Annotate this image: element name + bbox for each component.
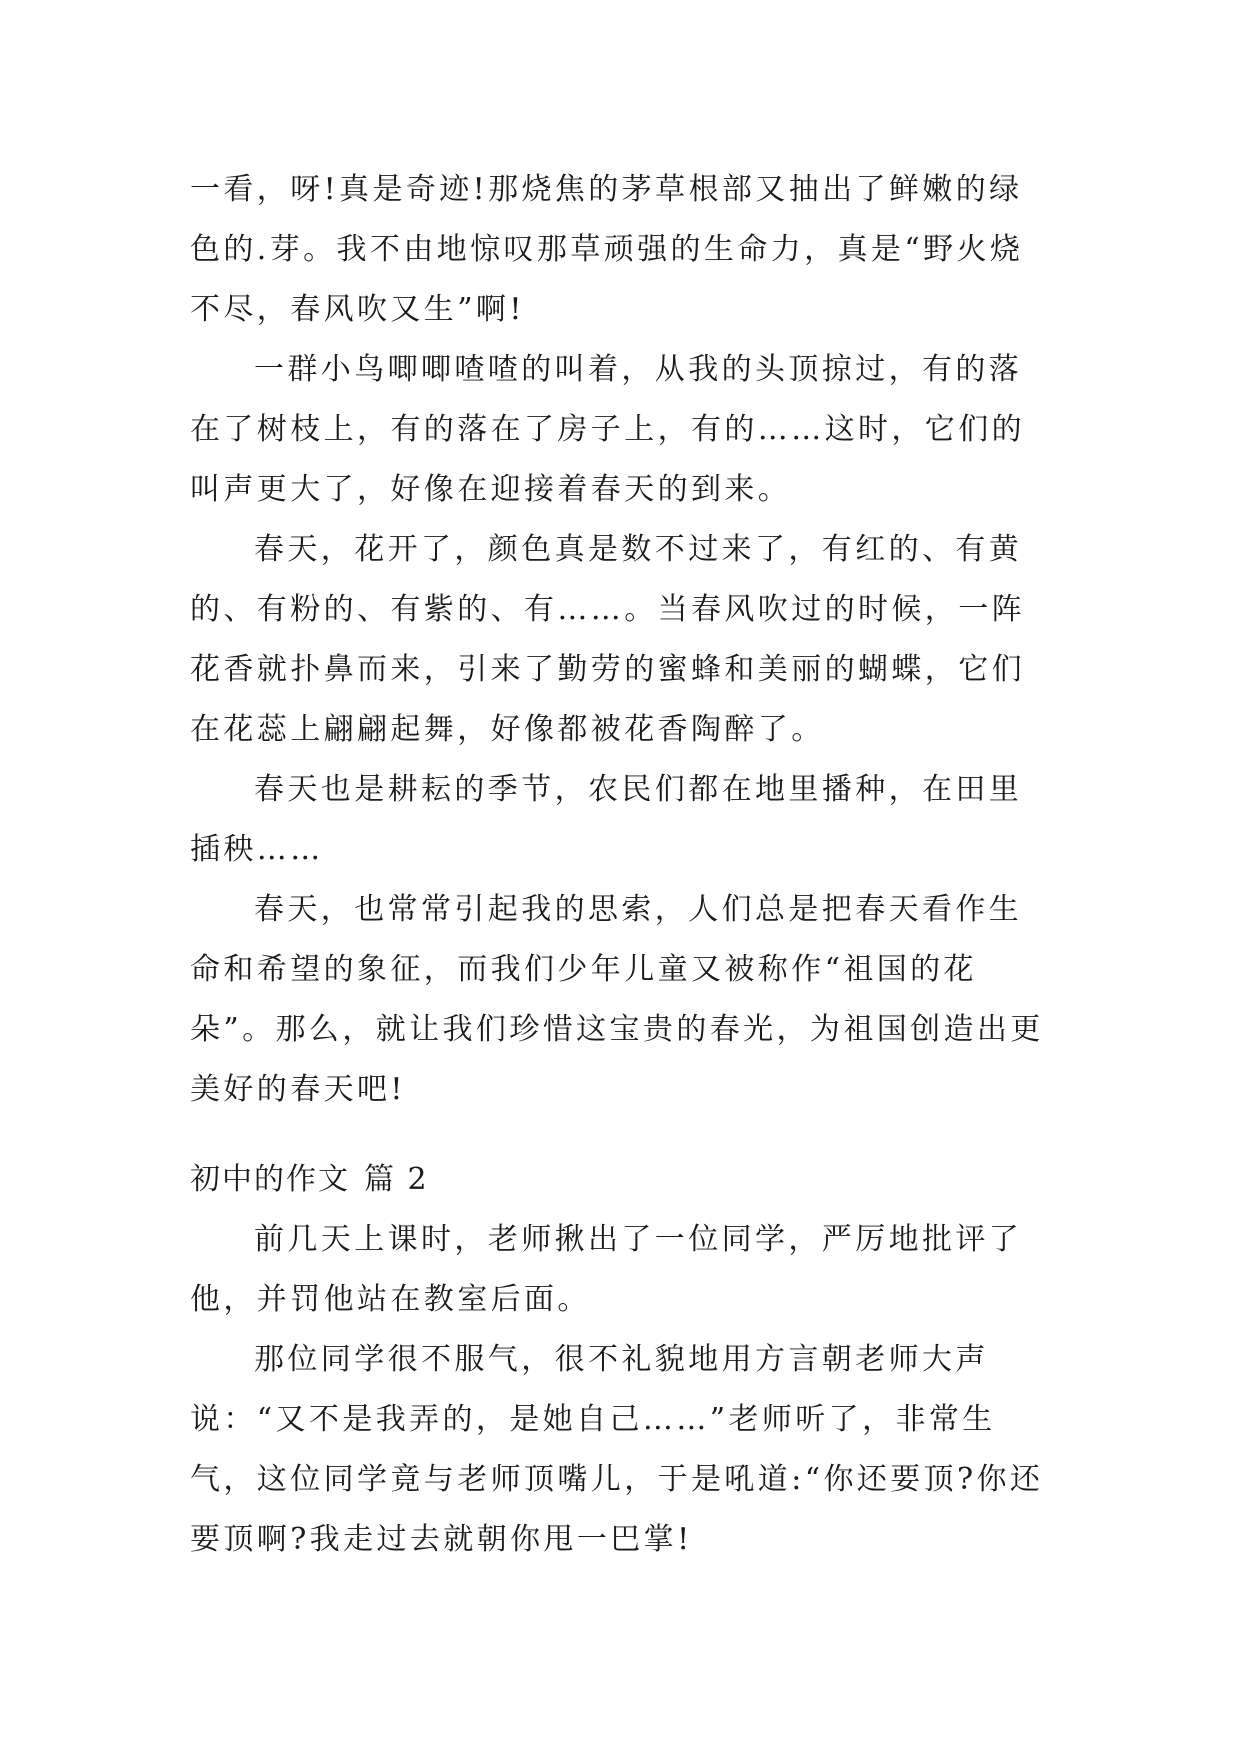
paragraph-flowers: 春天，花开了，颜色真是数不过来了，有红的、有黄的、有粉的、有紫的、有……。当春风吹过的时候，一阵花香就扑鼻而来，引来了勤劳的蜜蜂和美丽的蝴蝶，它们在花蕊上翩翩起舞，好像都被花香陶醉了。 [190, 532, 1025, 747]
section-2-title: 初中的作文 [190, 1162, 350, 1197]
paragraph-classroom: 前几天上课时，老师揪出了一位同学，严厉地批评了他，并罚他站在教室后面。 [190, 1222, 1023, 1317]
paragraph-reflection: 春天，也常常引起我的思索，人们总是把春天看作生命和希望的象征，而我们少年儿童又被称作“祖国的花朵”。那么，就让我们珍惜这宝贵的春光，为祖国创造出更美好的春天吧! [190, 892, 1044, 1107]
paragraph-continuation: 一看，呀!真是奇迹!那烧焦的茅草根部又抽出了鲜嫩的绿色的.芽。我不由地惊叹那草顽强的生命力，真是“野火烧不尽，春风吹又生”啊! [190, 172, 1024, 327]
section-2-label: 篇 2 [364, 1162, 429, 1197]
paragraph-birds: 一群小鸟唧唧喳喳的叫着，从我的头顶掠过，有的落在了树枝上，有的落在了房子上，有的……这时，它们的叫声更大了，好像在迎接着春天的到来。 [190, 352, 1025, 507]
essay-section-1 [190, 160, 1050, 1120]
essay-section-2 [190, 1210, 1050, 1570]
paragraph-farming: 春天也是耕耘的季节，农民们都在地里播种，在田里插秧…… [190, 772, 1023, 867]
section-2-heading [190, 1150, 429, 1210]
paragraph-argument: 那位同学很不服气，很不礼貌地用方言朝老师大声说：“又不是我弄的，是她自己……”老师听了，非常生气，这位同学竟与老师顶嘴儿，于是吼道:“你还要顶?你还要顶啊?我走过去就朝你甩一巴掌! [190, 1342, 1044, 1557]
